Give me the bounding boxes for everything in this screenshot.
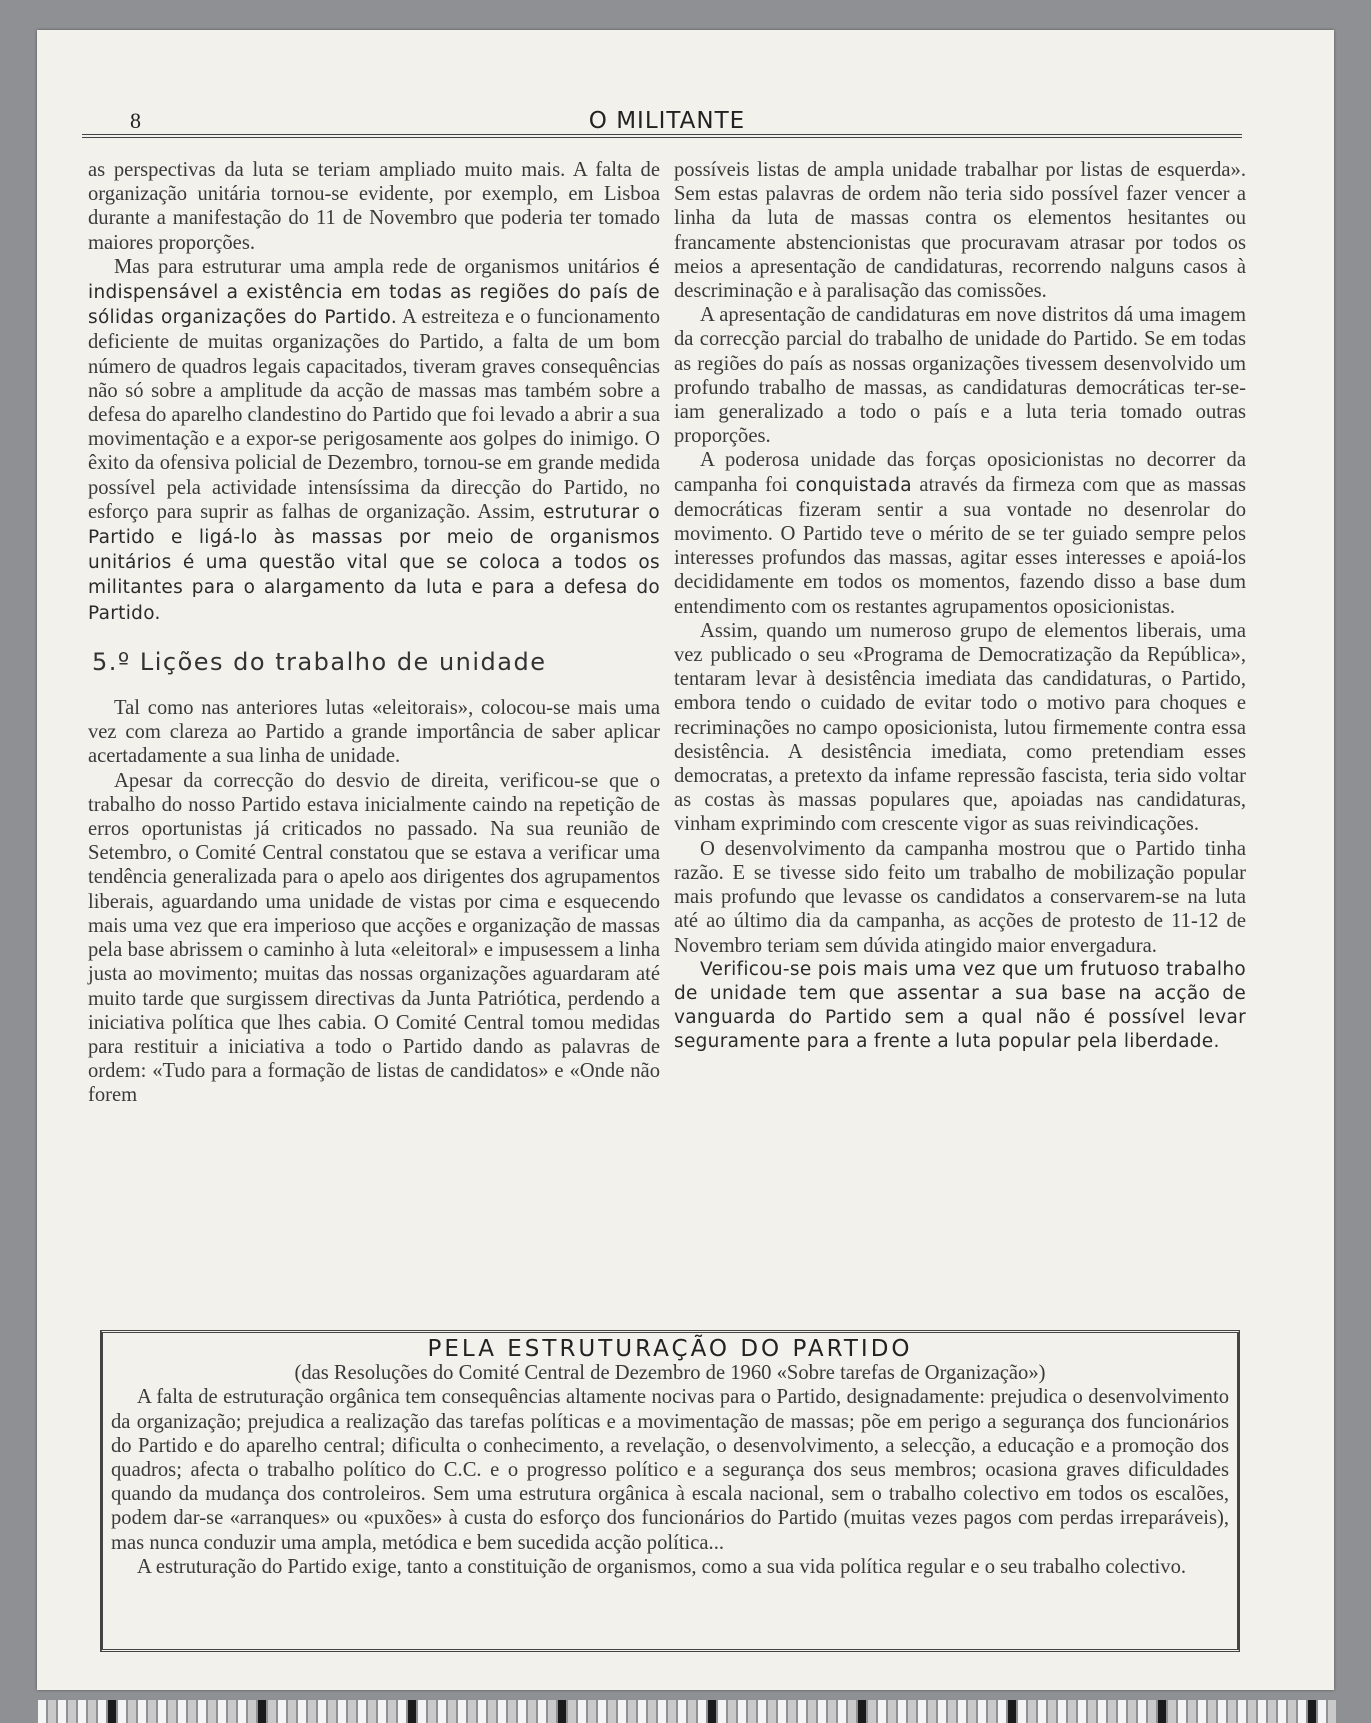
strip-segment — [968, 1700, 976, 1723]
strip-segment — [638, 1700, 646, 1723]
strip-segment — [1158, 1700, 1166, 1723]
strip-segment — [258, 1700, 266, 1723]
strip-segment — [1318, 1700, 1326, 1723]
strip-segment — [1128, 1700, 1136, 1723]
scan-calibration-strip — [38, 1700, 1338, 1723]
strip-segment — [458, 1700, 466, 1723]
strip-segment — [1148, 1700, 1156, 1723]
strip-segment — [338, 1700, 346, 1723]
strip-segment — [78, 1700, 86, 1723]
publication-title: O MILITANTE — [588, 108, 746, 134]
paragraph — [674, 448, 1246, 618]
paragraph: Tal como nas anteriores lutas «eleitorais», colocou-se mais uma vez com clareza ao Partido a grande importância de saber aplicar acertadamente a sua linha de unidade. — [88, 697, 660, 768]
strip-segment — [1218, 1700, 1226, 1723]
strip-segment — [1258, 1700, 1266, 1723]
strip-segment — [1018, 1700, 1026, 1723]
strip-segment — [618, 1700, 626, 1723]
strip-segment — [1278, 1700, 1286, 1723]
strip-segment — [278, 1700, 286, 1723]
paragraph-text: através da firmeza com que as massas democráticas fizeram sentir a sua vontade no desenrolar do movimento. O Partido teve o mérito de se ter guiado sempre pelos interesses profundos das massas, agitar esses interesses e apoiá-los decididamente em todos os momentos, fazendo disso a base dum entendimento com os restantes agrupamentos oposicionistas. — [674, 473, 1246, 618]
strip-segment — [248, 1700, 256, 1723]
emphasis-paragraph: Verificou-se pois mais uma vez que um frutuoso trabalho de unidade tem que assentar a sua base na acção de vanguarda do Partido sem a qual não é possível levar seguramente para a frente a luta popular pela liberdade. — [674, 958, 1246, 1053]
strip-segment — [668, 1700, 676, 1723]
strip-segment — [608, 1700, 616, 1723]
strip-segment — [1068, 1700, 1076, 1723]
strip-segment — [378, 1700, 386, 1723]
strip-segment — [868, 1700, 876, 1723]
strip-segment — [228, 1700, 236, 1723]
strip-segment — [1208, 1700, 1216, 1723]
strip-segment — [148, 1700, 156, 1723]
strip-segment — [158, 1700, 166, 1723]
header-rule — [82, 134, 1242, 138]
strip-segment — [528, 1700, 536, 1723]
strip-segment — [108, 1700, 116, 1723]
strip-segment — [408, 1700, 416, 1723]
strip-segment — [708, 1700, 716, 1723]
strip-segment — [908, 1700, 916, 1723]
strip-segment — [168, 1700, 176, 1723]
paragraph: possíveis listas de ampla unidade trabalhar por listas de esquerda». Sem estas palavras de ordem não teria sido possível fazer vencer a linha da luta de massas contra os elementos hesitantes ou francamente abstencionistas que procuravam atrasar por todos os meios a apresentação de candidaturas, recorrendo nalguns casos à descriminação e à paralisação das comissões. — [674, 159, 1246, 303]
paragraph: O desenvolvimento da campanha mostrou que o Partido tinha razão. E se tivesse sido feito um trabalho de mobilização popular mais profundo que levasse os candidatos a conservarem-se na luta até ao último dia da campanha, as acções de protesto de 11-12 de Novembro teriam sem dúvida atingido maior envergadura. — [674, 837, 1246, 957]
strip-segment — [768, 1700, 776, 1723]
strip-segment — [448, 1700, 456, 1723]
strip-segment — [918, 1700, 926, 1723]
strip-segment — [898, 1700, 906, 1723]
strip-segment — [478, 1700, 486, 1723]
strip-segment — [1308, 1700, 1316, 1723]
paragraph: Assim, quando um numeroso grupo de elementos liberais, uma vez publicado o seu «Programa de Democratização da República», tentaram levar à desistência imediata das candidaturas, o Partido, embora tendo o cuidado de evitar todo o motivo para choques e recriminações no campo oposicionista, lutou firmemente contra essa desistência. A desistência imediata, como pretendiam esses democratas, a pretexto da infame repressão fascista, teria sido voltar as costas às massas populares que, apoiadas nas candidaturas, vinham exprimindo com crescente vigor as suas reivindicações. — [674, 619, 1246, 836]
paragraph: Apesar da correcção do desvio de direita, verificou-se que o trabalho do nosso Partido estava inicialmente caindo na repetição de erros oportunistas já criticados no passado. Na sua reunião de Setembro, o Comité Central constatou que se estava a verificar uma tendência generalizada para o apelo aos dirigentes dos agrupamentos liberais, aguardando uma unidade de vistas por cima e esquecendo mais uma vez que era imperioso que acções e organização de massas pela base abrissem o caminho à luta «eleitoral» e impusessem a linha justa ao movimento; muitas das nossas organizações aguardaram até muito tarde que surgissem directivas da Junta Patriótica, perdendo a iniciativa política que lhes cabia. O Comité Central tomou medidas para restituir a iniciativa a todo o Partido dando as palavras de ordem: «Tudo para a formação de listas de candidatos» e «Onde não forem — [88, 769, 660, 1107]
strip-segment — [418, 1700, 426, 1723]
strip-segment — [738, 1700, 746, 1723]
strip-segment — [558, 1700, 566, 1723]
strip-segment — [688, 1700, 696, 1723]
box-paragraph: A estruturação do Partido exige, tanto a constituição de organismos, como a sua vida política regular e o seu trabalho colectivo. — [137, 1555, 1187, 1578]
strip-segment — [838, 1700, 846, 1723]
strip-segment — [568, 1700, 576, 1723]
section-title: 5.º Lições do trabalho de unidade — [92, 647, 547, 676]
strip-segment — [938, 1700, 946, 1723]
strip-segment — [1138, 1700, 1146, 1723]
box-paragraph: A falta de estruturação orgânica tem consequências altamente nocivas para o Partido, designadamente: prejudica o desenvolvimento da organização; prejudica a realização das tarefas políticas e a movimentação de massas; põe em perigo a segurança dos funcionários do Partido e do aparelho central; dificulta o conhecimento, a revelação, o desenvolvimento, a selecção, a educação e a promoção dos quadros; afecta o trabalho político do C.C. e o progresso político e a segurança dos seus membros; ocasiona graves dificuldades quando da mudança dos controleiros. Sem uma estrutura orgânica à escala nacional, sem o trabalho colectivo em todos os escalões, podem dar-se «arranques» ou «puxões» à custa do esforço dos funcionários do Partido (muitas vezes pagos com perdas irreparáveis), mas nunca conduzir uma ampla, metódica e bem sucedida acção política... — [111, 1386, 1229, 1554]
strip-segment — [948, 1700, 956, 1723]
strip-segment — [198, 1700, 206, 1723]
strip-segment — [1078, 1700, 1086, 1723]
strip-segment — [1188, 1700, 1196, 1723]
strip-segment — [488, 1700, 496, 1723]
strip-segment — [188, 1700, 196, 1723]
strip-segment — [648, 1700, 656, 1723]
emphasis-text: conquistada — [795, 474, 912, 496]
strip-segment — [858, 1700, 866, 1723]
strip-segment — [138, 1700, 146, 1723]
strip-segment — [998, 1700, 1006, 1723]
strip-segment — [728, 1700, 736, 1723]
strip-segment — [718, 1700, 726, 1723]
strip-segment — [1198, 1700, 1206, 1723]
strip-segment — [348, 1700, 356, 1723]
strip-segment — [118, 1700, 126, 1723]
strip-segment — [828, 1700, 836, 1723]
strip-segment — [658, 1700, 666, 1723]
strip-segment — [218, 1700, 226, 1723]
paragraph-text: A estreiteza e o funcionamento deficiente de muitas organizações do Partido, a falta de um bom número de quadros legais capacitados, tiveram graves consequências não só sobre a amplitude da acção de massas mas também sobre a defesa do aparelho clandestino do Partido que foi levado a abrir a sua movimentação e a expor-se perigosamente aos golpes do inimigo. O êxito da ofensiva policial de Dezembro, tornou-se em grande medida possível pela actividade intensíssima da direcção do Partido, no esforço para suprir as falhas de organização. Assim, — [88, 306, 661, 523]
strip-segment — [238, 1700, 246, 1723]
strip-segment — [1328, 1700, 1336, 1723]
strip-segment — [988, 1700, 996, 1723]
strip-segment — [1038, 1700, 1046, 1723]
paragraph-text: Mas para estruturar uma ampla rede de organismos unitários — [114, 255, 649, 278]
strip-segment — [1008, 1700, 1016, 1723]
strip-segment — [308, 1700, 316, 1723]
strip-segment — [128, 1700, 136, 1723]
strip-segment — [588, 1700, 596, 1723]
strip-segment — [268, 1700, 276, 1723]
strip-segment — [808, 1700, 816, 1723]
strip-segment — [1058, 1700, 1066, 1723]
strip-segment — [468, 1700, 476, 1723]
paragraph: A apresentação de candidaturas em nove distritos dá uma imagem da correcção parcial do trabalho de unidade do Partido. Se em todas as regiões do país as nossas organizações tivessem desenvolvido um profundo trabalho de massas, as candidaturas democráticas ter-se-iam generalizado a todo o país e a luta teria tomado outras proporções. — [674, 304, 1246, 448]
strip-segment — [548, 1700, 556, 1723]
strip-segment — [428, 1700, 436, 1723]
strip-segment — [678, 1700, 686, 1723]
resolution-box — [100, 1330, 1240, 1652]
strip-segment — [1268, 1700, 1276, 1723]
strip-segment — [498, 1700, 506, 1723]
strip-segment — [1108, 1700, 1116, 1723]
left-column — [88, 158, 660, 1108]
emphasis-text: estruturar o Partido e ligá-lo às massas por meio de organismos unitários é uma questão vital que se coloca a todos os militantes para o alargamento da luta e para a defesa do Partido. — [88, 501, 661, 624]
right-column — [674, 158, 1246, 1055]
strip-segment — [818, 1700, 826, 1723]
strip-segment — [398, 1700, 406, 1723]
strip-segment — [958, 1700, 966, 1723]
paragraph — [88, 255, 660, 626]
strip-segment — [1228, 1700, 1236, 1723]
strip-segment — [1098, 1700, 1106, 1723]
strip-segment — [1118, 1700, 1126, 1723]
strip-segment — [1288, 1700, 1296, 1723]
strip-segment — [288, 1700, 296, 1723]
strip-segment — [1178, 1700, 1186, 1723]
strip-segment — [1298, 1700, 1306, 1723]
strip-segment — [1028, 1700, 1036, 1723]
strip-segment — [1088, 1700, 1096, 1723]
strip-segment — [748, 1700, 756, 1723]
strip-segment — [598, 1700, 606, 1723]
page-number: 8 — [130, 108, 141, 133]
strip-segment — [88, 1700, 96, 1723]
emphasis-text: é indispensável a existência em todas as regiões do país de sólidas organizações do Partido. — [88, 256, 660, 329]
strip-segment — [1168, 1700, 1176, 1723]
box-subtitle: (das Resoluções do Comité Central de Dezembro de 1960 «Sobre tarefas de Organização») — [294, 1362, 1046, 1385]
strip-segment — [208, 1700, 216, 1723]
page-header — [92, 108, 1242, 136]
strip-segment — [98, 1700, 106, 1723]
strip-segment — [318, 1700, 326, 1723]
strip-segment — [628, 1700, 636, 1723]
strip-segment — [848, 1700, 856, 1723]
strip-segment — [328, 1700, 336, 1723]
strip-segment — [778, 1700, 786, 1723]
strip-segment — [798, 1700, 806, 1723]
strip-segment — [68, 1700, 76, 1723]
paragraph-text: A poderosa unidade das forças oposicionistas no decorrer da campanha foi — [674, 449, 1246, 496]
strip-segment — [578, 1700, 586, 1723]
strip-segment — [758, 1700, 766, 1723]
strip-segment — [1048, 1700, 1056, 1723]
strip-segment — [698, 1700, 706, 1723]
strip-segment — [1238, 1700, 1246, 1723]
box-title: PELA ESTRUTURAÇÃO DO PARTIDO — [427, 1336, 913, 1362]
strip-segment — [368, 1700, 376, 1723]
strip-segment — [178, 1700, 186, 1723]
strip-segment — [878, 1700, 886, 1723]
strip-segment — [788, 1700, 796, 1723]
paragraph: as perspectivas da luta se teriam ampliado muito mais. A falta de organização unitária tornou-se evidente, por exemplo, em Lisboa durante a manifestação do 11 de Novembro que poderia ter tomado maiores proporções. — [88, 159, 660, 254]
strip-segment — [518, 1700, 526, 1723]
strip-segment — [58, 1700, 66, 1723]
strip-segment — [1248, 1700, 1256, 1723]
strip-segment — [538, 1700, 546, 1723]
strip-segment — [358, 1700, 366, 1723]
strip-segment — [888, 1700, 896, 1723]
strip-segment — [928, 1700, 936, 1723]
strip-segment — [298, 1700, 306, 1723]
strip-segment — [508, 1700, 516, 1723]
strip-segment — [48, 1700, 56, 1723]
strip-segment — [978, 1700, 986, 1723]
strip-segment — [438, 1700, 446, 1723]
strip-segment — [388, 1700, 396, 1723]
strip-segment — [38, 1700, 46, 1723]
